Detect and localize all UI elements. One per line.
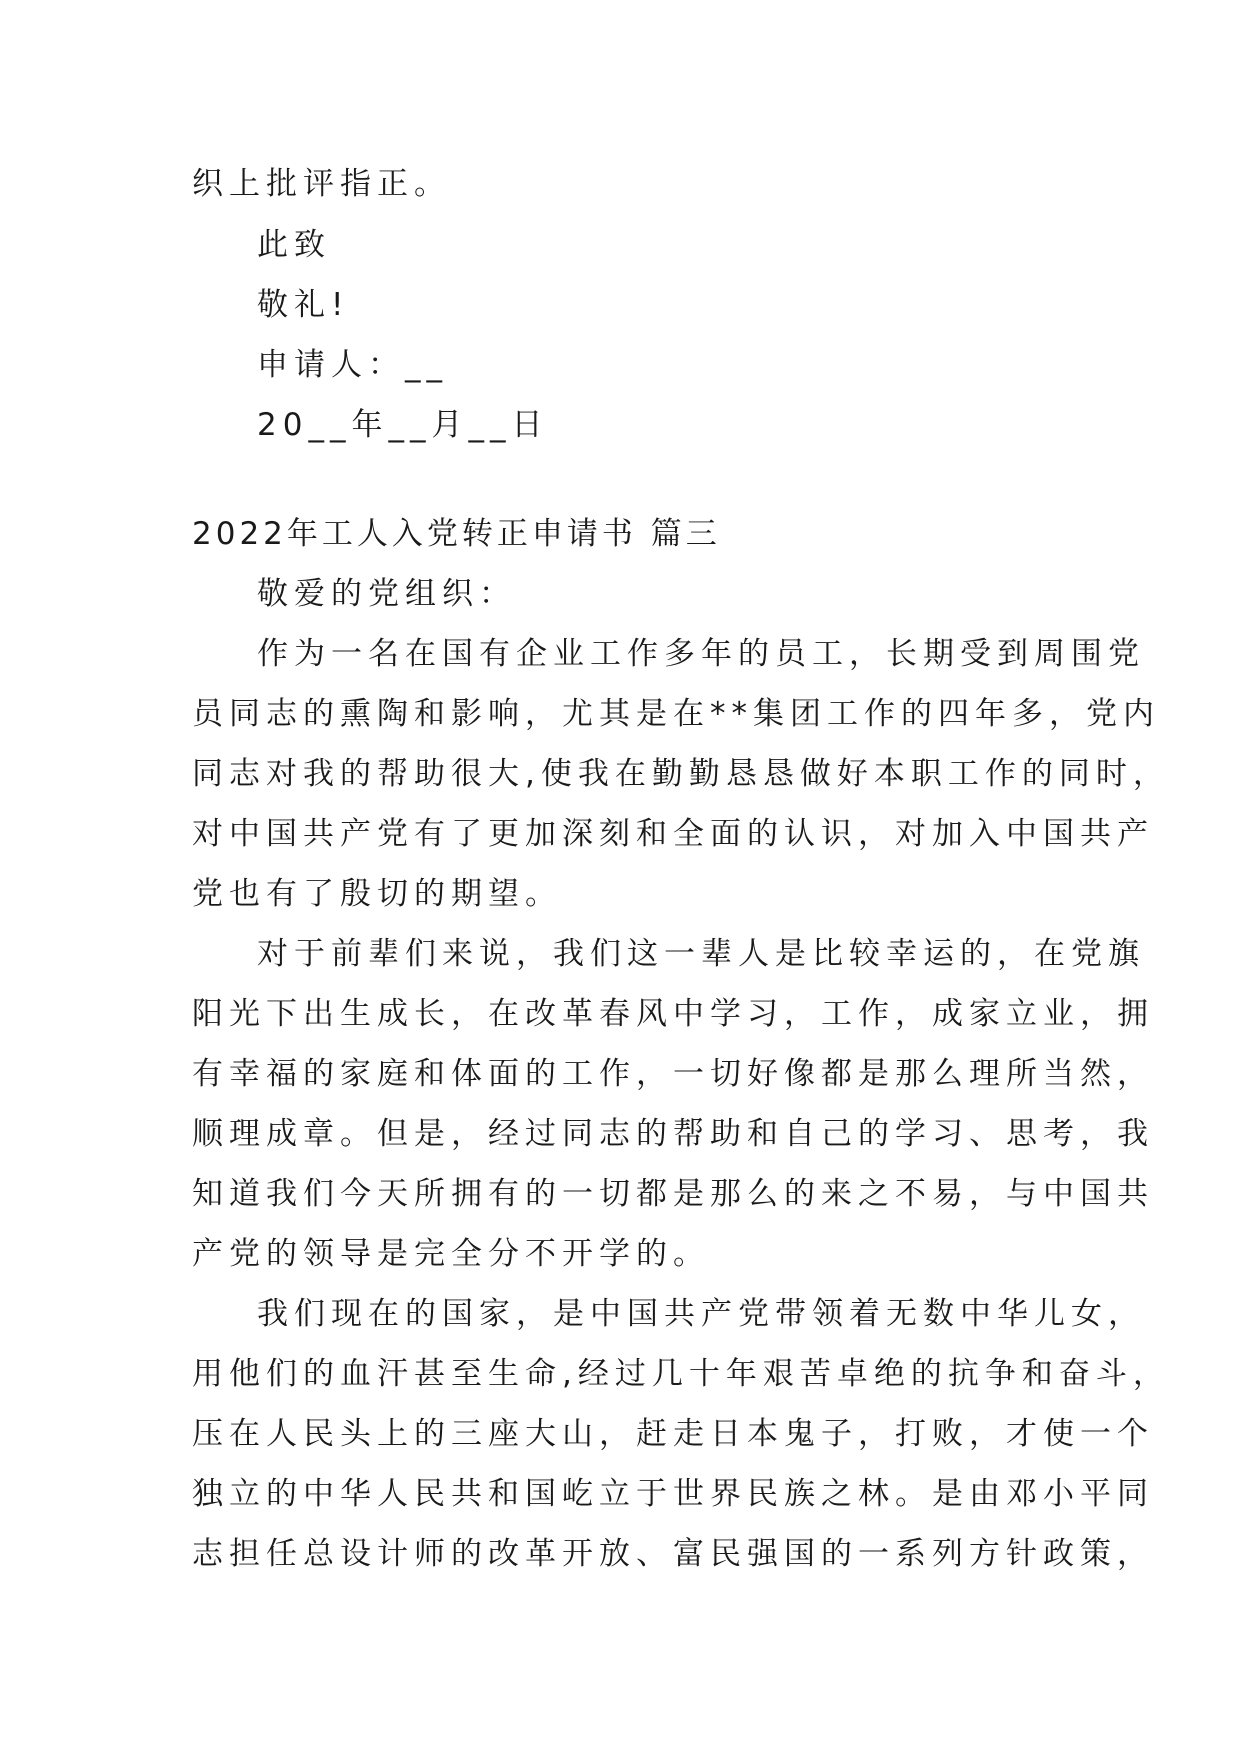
- paragraph-2-line: 有幸福的家庭和体面的工作，一切好像都是那么理所当然，: [192, 1056, 1154, 1092]
- paragraph-2-line: 顺理成章。但是，经过同志的帮助和自己的学习、思考，我: [192, 1116, 1154, 1152]
- greeting-line: 敬爱的党组织：: [257, 576, 516, 612]
- paragraph-3-line: 独立的中华人民共和国屹立于世界民族之林。是由邓小平同: [192, 1476, 1154, 1512]
- salutation-line-1: 此致: [257, 227, 331, 263]
- applicant-signature-line: 申请人：__: [257, 347, 448, 383]
- paragraph-2-line: 阳光下出生成长，在改革春风中学习，工作，成家立业，拥: [192, 996, 1154, 1032]
- paragraph-1-line: 党也有了殷切的期望。: [192, 876, 562, 912]
- date-line: 20__年__月__日: [257, 407, 549, 443]
- paragraph-3-line: 用他们的血汗甚至生命,经过几十年艰苦卓绝的抗争和奋斗，: [192, 1356, 1170, 1392]
- paragraph-1-line: 员同志的熏陶和影响，尤其是在**集团工作的四年多，党内: [192, 696, 1160, 732]
- paragraph-1-line: 对中国共产党有了更加深刻和全面的认识，对加入中国共产: [192, 816, 1154, 852]
- paragraph-1-line: 同志对我的帮助很大,使我在勤勤恳恳做好本职工作的同时，: [192, 756, 1170, 792]
- paragraph-3-line: 压在人民头上的三座大山，赶走日本鬼子，打败，才使一个: [192, 1416, 1154, 1452]
- paragraph-3-line: 志担任总设计师的改革开放、富民强国的一系列方针政策，: [192, 1536, 1154, 1572]
- paragraph-1-line: 作为一名在国有企业工作多年的员工，长期受到周围党: [257, 636, 1145, 672]
- closing-text-line: 织上批评指正。: [192, 166, 451, 202]
- paragraph-3-line: 我们现在的国家，是中国共产党带领着无数中华儿女，: [257, 1296, 1145, 1332]
- section-title: 2022年工人入党转正申请书 篇三: [192, 516, 721, 552]
- salutation-line-2: 敬礼!: [257, 287, 350, 323]
- paragraph-2-line: 知道我们今天所拥有的一切都是那么的来之不易，与中国共: [192, 1176, 1154, 1212]
- paragraph-2-line: 对于前辈们来说，我们这一辈人是比较幸运的，在党旗: [257, 936, 1145, 972]
- paragraph-2-line: 产党的领导是完全分不开学的。: [192, 1236, 710, 1272]
